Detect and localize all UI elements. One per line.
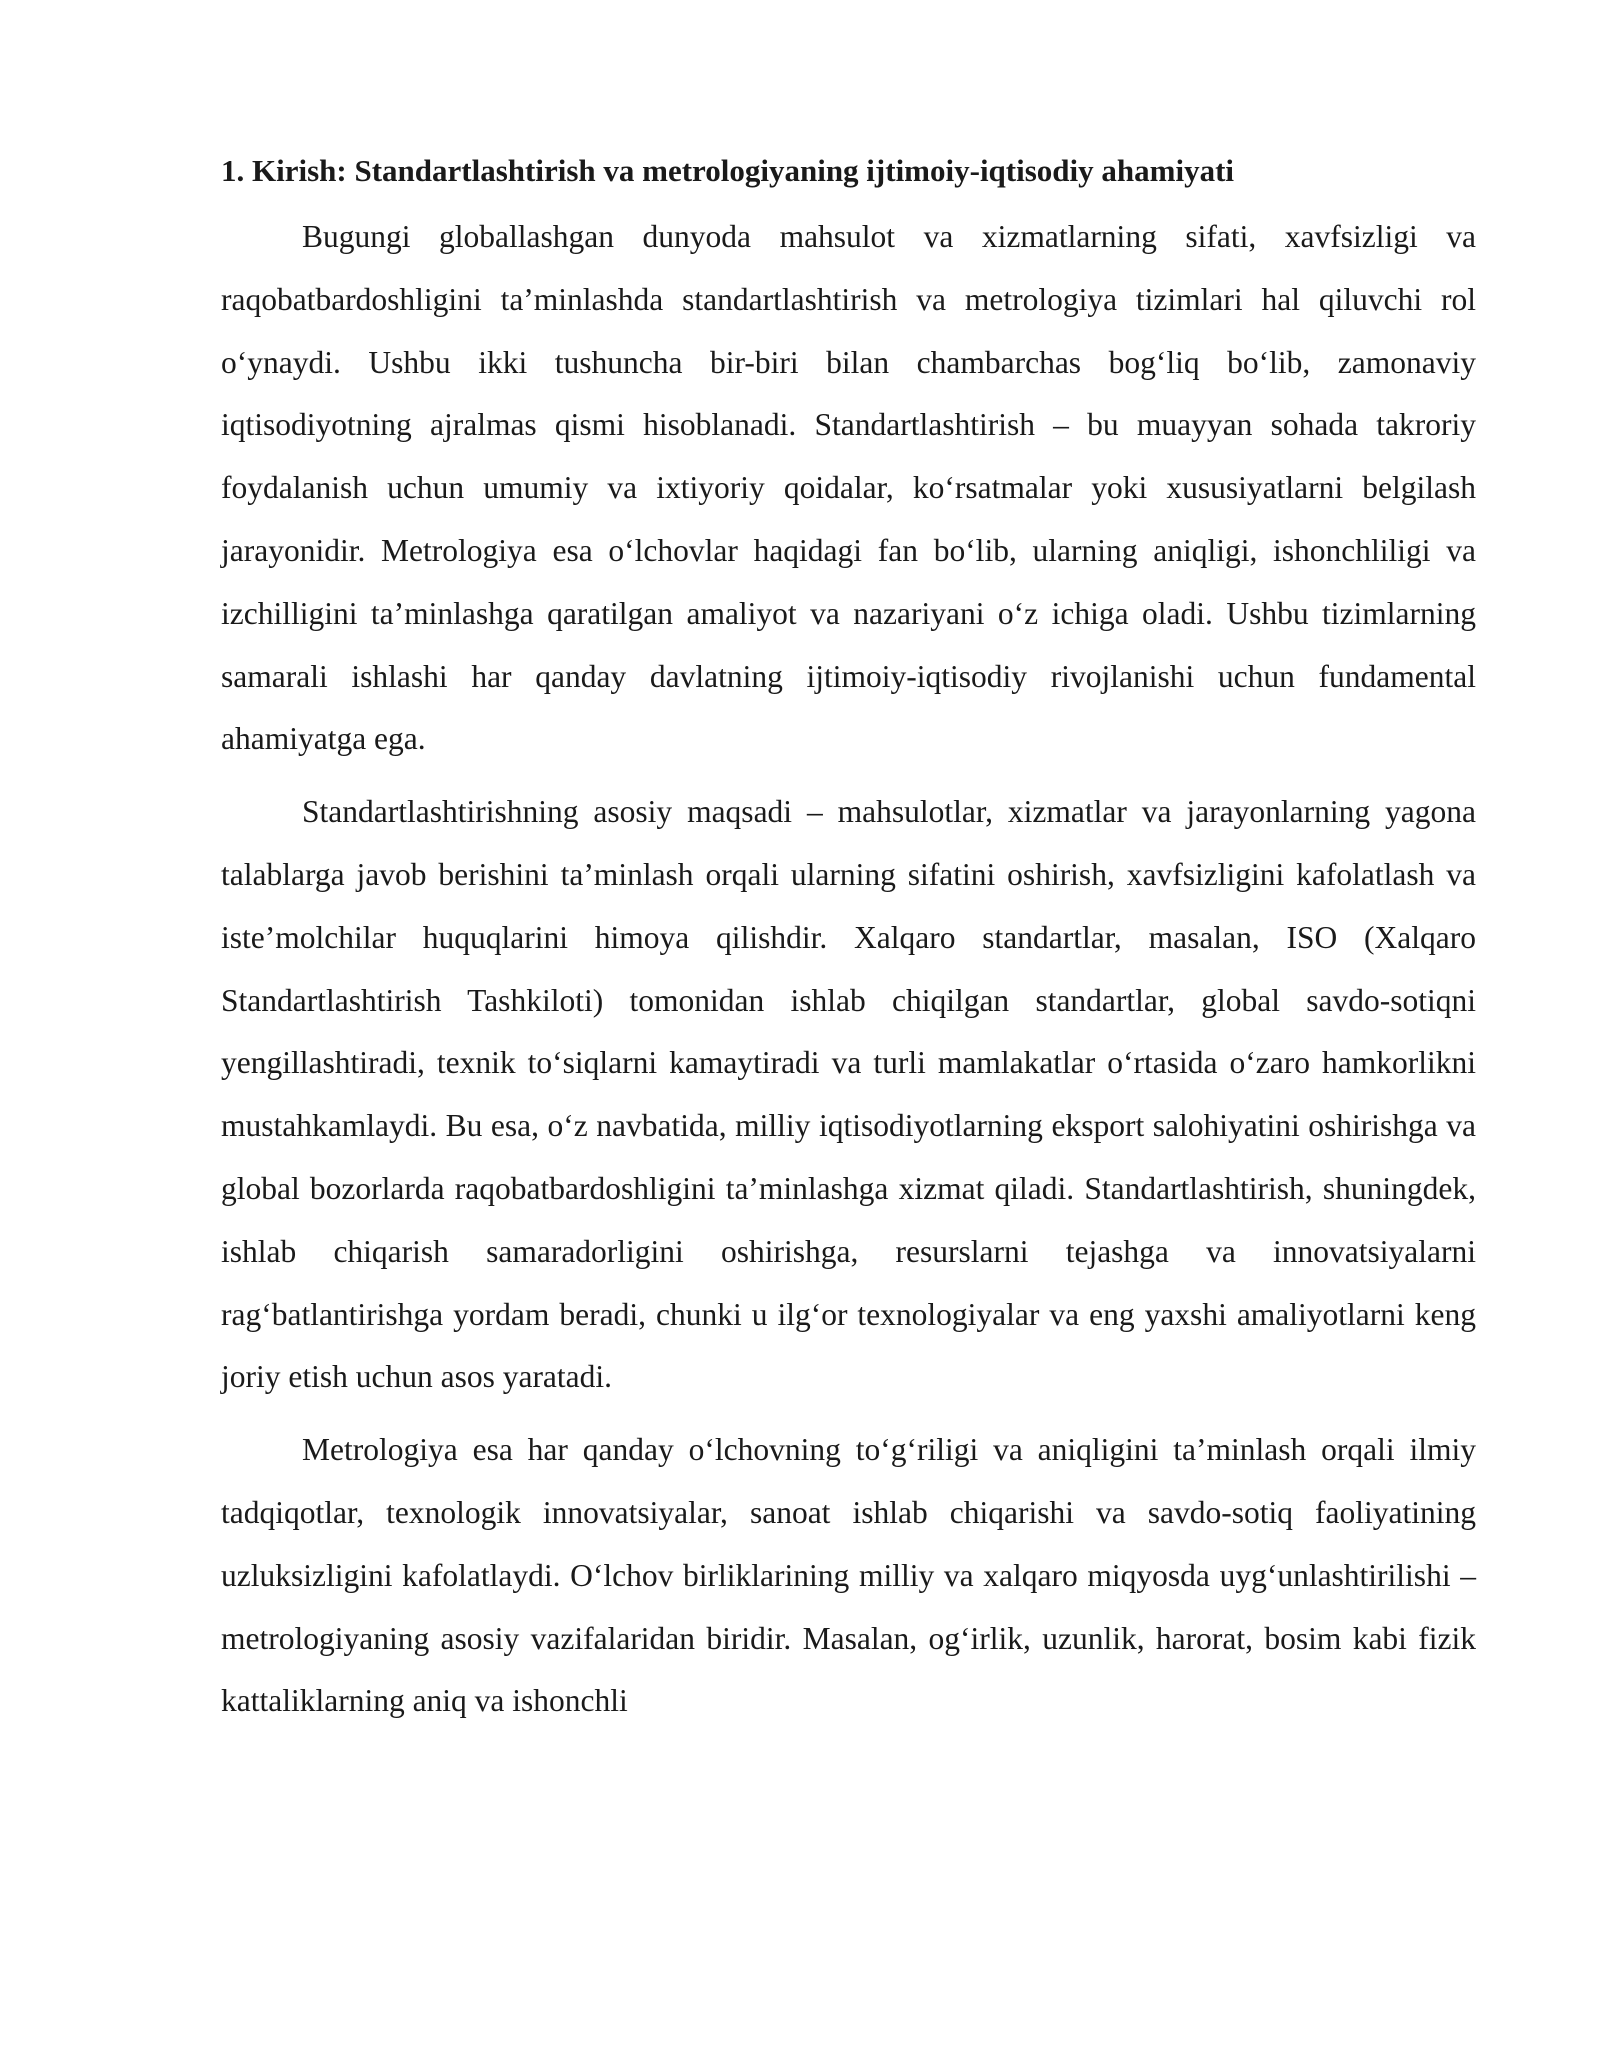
document-body bbox=[221, 146, 1476, 1743]
paragraph-2: Standartlashtirishning asosiy maqsadi – mahsulotlar, xizmatlar va jarayonlarning yagona talablarga javob berishini ta’minlash orqali ularning sifatini oshirish, xavfsizligini kafolatlash va iste’molchilar huquqlarini himoya qilishdir. Xalqaro standartlar, masalan, ISO (Xalqaro Standartlashtirish Tashkiloti) tomonidan ishlab chiqilgan standartlar, global savdo-sotiqni yengillashtiradi, texnik to‘siqlarni kamaytiradi va turli mamlakatlar o‘rtasida o‘zaro hamkorlikni mustahkamlaydi. Bu esa, o‘z navbatida, milliy iqtisodiyotlarning eksport salohiyatini oshirishga va global bozorlarda raqobatbardoshligini ta’minlashga xizmat qiladi. Standartlashtirish, shuningdek, ishlab chiqarish samaradorligini oshirishga, resurslarni tejashga va innovatsiyalarni rag‘batlantirishga yordam beradi, chunki u ilg‘or texnologiyalar va eng yaxshi amaliyotlarni keng joriy etish uchun asos yaratadi. bbox=[221, 794, 1476, 1395]
section-heading: 1. Kirish: Standartlashtirish va metrologiyaning ijtimoiy-iqtisodiy ahamiyati bbox=[221, 153, 1235, 188]
paragraph-1: Bugungi globallashgan dunyoda mahsulot va xizmatlarning sifati, xavfsizligi va raqobatbardoshligini ta’minlashda standartlashtirish va metrologiya tizimlari hal qiluvchi rol o‘ynaydi. Ushbu ikki tushuncha bir-biri bilan chambarchas bog‘liq bo‘lib, zamonaviy iqtisodiyotning ajralmas qismi hisoblanadi. Standartlashtirish – bu muayyan sohada takroriy foydalanish uchun umumiy va ixtiyoriy qoidalar, ko‘rsatmalar yoki xususiyatlarni belgilash jarayonidir. Metrologiya esa o‘lchovlar haqidagi fan bo‘lib, ularning aniqligi, ishonchliligi va izchilligini ta’minlashga qaratilgan amaliyot va nazariyani o‘z ichiga oladi. Ushbu tizimlarning samarali ishlashi har qanday davlatning ijtimoiy-iqtisodiy rivojlanishi uchun fundamental ahamiyatga ega. bbox=[221, 219, 1476, 757]
paragraph-3: Metrologiya esa har qanday o‘lchovning to‘g‘riligi va aniqligini ta’minlash orqali ilmiy tadqiqotlar, texnologik innovatsiyalar, sanoat ishlab chiqarishi va savdo-sotiq faoliyatining uzluksizligini kafolatlaydi. O‘lchov birliklarining milliy va xalqaro miqyosda uyg‘unlashtirilishi – metrologiyaning asosiy vazifalaridan biridir. Masalan, og‘irlik, uzunlik, harorat, bosim kabi fizik kattaliklarning aniq va ishonchli bbox=[221, 1432, 1476, 1719]
